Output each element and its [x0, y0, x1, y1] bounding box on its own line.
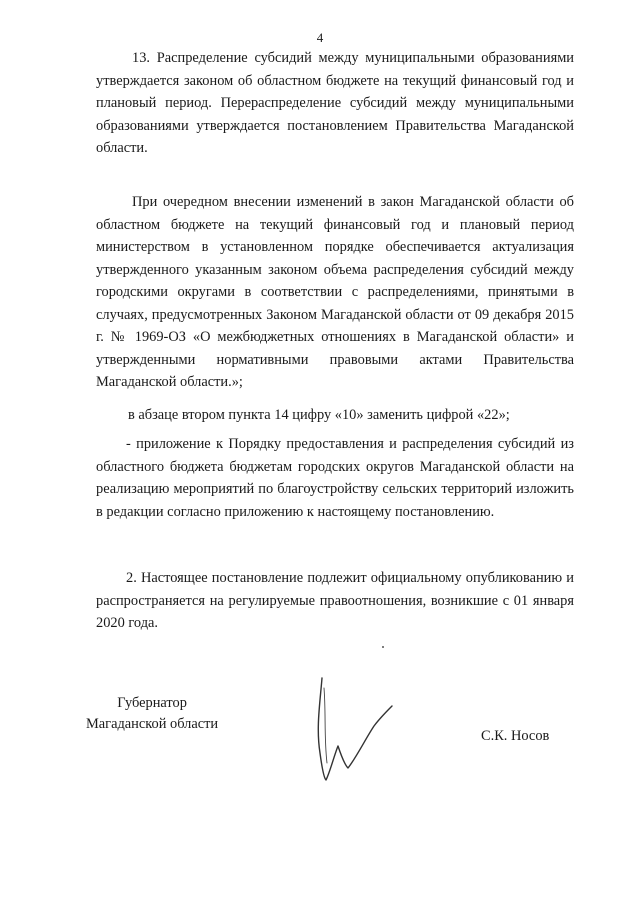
paragraph-text: При очередном внесении изменений в закон Магаданской области об областном бюджете на текущий финансовый год и плановый период министерством в установленном порядке обеспечивается актуализация утвержденного указанным законом объема распределения субсидий между городскими округами в соответствии с распределениями, принятыми в случаях, предусмотренных Законом Магаданской области от 09 декабря 2015 г. № 1969-ОЗ «О межбюджетных отношениях в Магаданской области» и утвержденными нормативными правовыми актами Правительства Магаданской области.»; — [96, 194, 574, 390]
paragraph-text: 2. Настоящее постановление подлежит официальному опубликованию и распространяется на регулируемые правоотношения, возникшие с 01 января 2020 года. — [96, 570, 574, 631]
paragraph-budget-amendment — [96, 191, 574, 394]
paragraph-item-14-change — [128, 404, 574, 427]
paragraph-text: - приложение к Порядку предоставления и распределения субсидий из областного бюджета бюджетам городских округов Магаданской области на реализацию мероприятий по благоустройству сельских территорий изложить в редакции согласно приложению к настоящему постановлению. — [96, 436, 574, 520]
paragraph-text: 13. Распределение субсидий между муниципальными образованиями утверждается законом об областном бюджете на текущий финансовый год и плановый период. Перераспределение субсидий между муниципальными образованиями утверждается постановлением Правительства Магаданской области. — [96, 50, 574, 156]
paragraph-13-subsidy-distribution — [96, 47, 574, 160]
stray-dot — [382, 646, 384, 648]
paragraph-appendix-change — [96, 433, 574, 523]
handwritten-signature — [300, 668, 400, 788]
paragraph-2-publication — [96, 567, 574, 635]
signatory-title-line-1: Губернатор — [117, 695, 187, 711]
page-number: 4 — [316, 30, 324, 45]
signatory-title — [86, 693, 218, 735]
signatory-title-line-2: Магаданской области — [86, 716, 219, 732]
signatory-name: С.К. Носов — [481, 728, 550, 744]
paragraph-text: в абзаце втором пункта 14 цифру «10» заменить цифрой «22»; — [128, 407, 510, 423]
